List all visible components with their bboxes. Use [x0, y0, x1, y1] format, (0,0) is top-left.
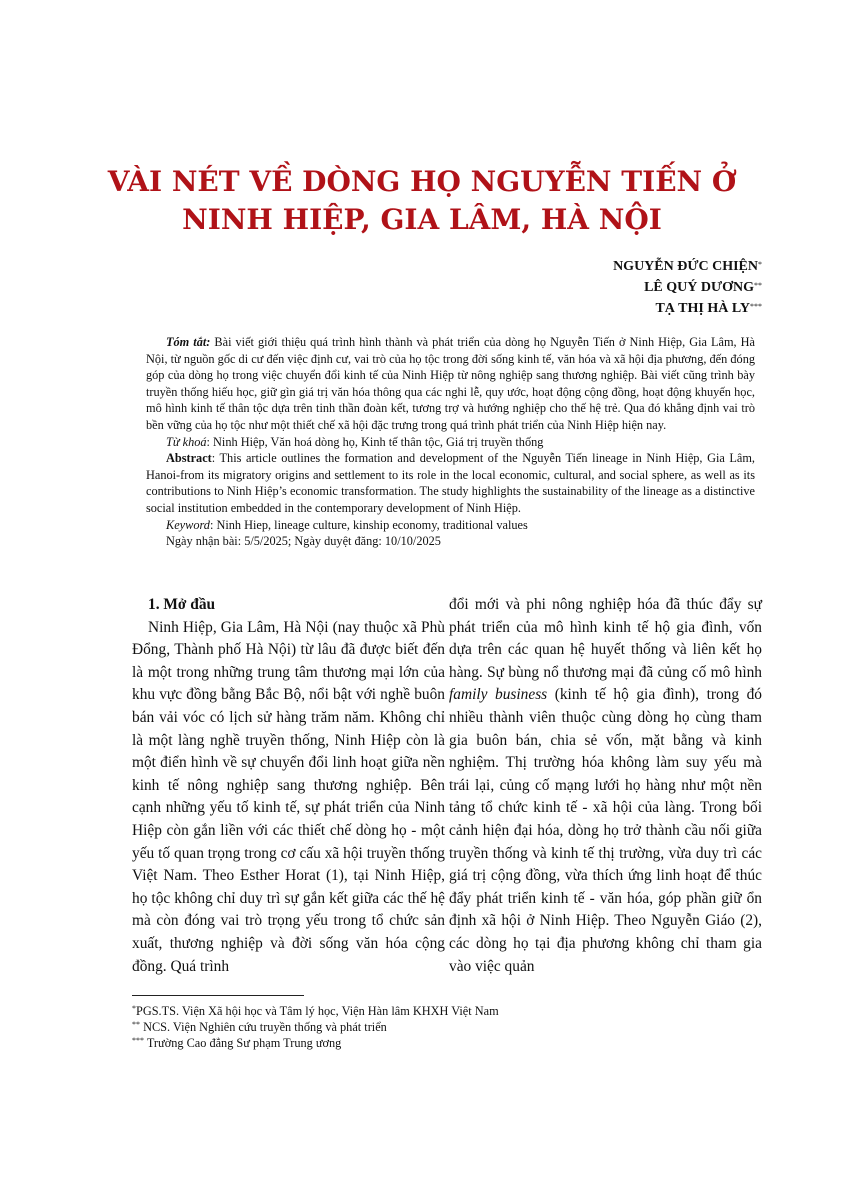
footnote-2: ** NCS. Viện Nghiên cứu truyền thống và phát triển	[132, 1020, 387, 1034]
abstract-vietnamese: Tóm tắt: Bài viết giới thiệu quá trình hình thành và phát triển của dòng họ Nguyễn Tiến ở Ninh Hiệp, Gia Lâm, Hà Nội, từ nguồn gốc di cư đến việc định cư, vai trò của họ tộc trong đời sống kinh tế, văn hóa và xã hội địa phương, đến đóng góp của dòng họ trong việc chuyển đổi kinh tế của Ninh Hiệp từ nông nghiệp sang thương nghiệp. Bài viết cũng trình bày truyền thống hiếu học, giữ gìn giá trị văn hóa thông qua các nghi lễ, quy ước, hoạt động cộng đồng, hoạt động khuyến học, mô hình kinh tế thân tộc dựa trên tinh thần đoàn kết, tương trợ và hướng nghiệp cho thế hệ trẻ. Qua đó khẳng định vai trò bền vững của họ tộc như một thiết chế xã hội đặc trưng trong quá trình phát triển của Ninh Hiệp hiện nay.	[146, 335, 755, 432]
body-column-right	[449, 594, 762, 978]
author-3: TẠ THỊ HÀ LY***	[655, 301, 762, 316]
section-heading: 1. Mở đầu	[148, 596, 216, 613]
footnote-1: *PGS.TS. Viện Xã hội học và Tâm lý học, Viện Hàn lâm KHXH Việt Nam	[132, 1004, 499, 1018]
body-paragraph-continued: đổi mới và phi nông nghiệp hóa đã thúc đẩy sự phát triển của mô hình kinh tế hộ gia đình, vốn dựa trên các quan hệ huyết thống và liên kết họ hàng. Sự bùng nổ thương mại đã củng cố mô hình family business (kinh tế hộ gia đình), trong đó nhiều thành viên thuộc cùng dòng họ cùng tham gia buôn bán, chia sẻ vốn, mặt bằng và kinh nghiệm. Thị trường hóa không làm suy yếu mà trái lại, củng cố mạng lưới họ hàng như một nền tảng tổ chức kinh tế - xã hội của làng. Trong bối cảnh hiện đại hóa, dòng họ trở thành cầu nối giữa truyền thống và kinh tế thị trường, vừa duy trì các giá trị cộng đồng, vừa thích ứng linh hoạt để thúc đẩy phát triển kinh tế - văn hóa, góp phần giữ ổn định xã hội ở Ninh Hiệp. Theo Nguyễn Giáo (2), các dòng họ tại địa phương không chỉ tham gia vào việc quản	[449, 596, 763, 975]
footnotes	[132, 1003, 499, 1051]
article-title	[60, 163, 784, 239]
keywords-vietnamese: Từ khoá: Ninh Hiệp, Văn hoá dòng họ, Kinh tế thân tộc, Giá trị truyền thống	[166, 434, 544, 449]
title-line-1: VÀI NÉT VỀ DÒNG HỌ NGUYỄN TIẾN Ở	[107, 165, 737, 198]
author-2-footnote-mark: **	[754, 281, 762, 290]
abstract-english: Abstract: This article outlines the formation and development of the Nguyễn Tiến lineage in Ninh Hiệp, Gia Lâm, Hanoi-from its migratory origins and settlement to its role in the local economic, cultural, and social sphere, as well as its contributions to Ninh Hiệp’s economic transformation. The study highlights the sustainability of the lineage as a distinctive social institution embedded in the contemporary development of Ninh Hiệp.	[146, 451, 755, 515]
footnote-3: *** Trường Cao đẳng Sư phạm Trung ương	[132, 1036, 342, 1050]
author-3-footnote-mark: ***	[750, 302, 762, 311]
body-paragraph: Ninh Hiệp, Gia Lâm, Hà Nội (nay thuộc xã Phù Đổng, Thành phố Hà Nội) từ lâu đã được biết đến là một trong những trung tâm thương mại lớn của khu vực đồng bằng Bắc Bộ, nổi bật với nghề buôn bán vải vóc có lịch sử hàng trăm năm. Không chỉ là một làng nghề truyền thống, Ninh Hiệp còn là một điển hình về sự chuyển đổi linh hoạt giữa nền kinh tế nông nghiệp sang thương nghiệp. Bên cạnh những yếu tố kinh tế, sự phát triển của Ninh Hiệp còn gắn liền với các thiết chế dòng họ - một yếu tố quan trọng trong cơ cấu xã hội truyền thống Việt Nam. Theo Esther Horat (1), tại Ninh Hiệp, họ tộc không chỉ duy trì sự gắn kết giữa các thế hệ mà còn đóng vai trò trọng yếu trong tổ chức sản xuất, thương nghiệp và đời sống văn hóa cộng đồng. Quá trình	[132, 618, 445, 975]
keywords-english: Keyword: Ninh Hiep, lineage culture, kinship economy, traditional values	[166, 517, 528, 532]
author-1: NGUYỄN ĐỨC CHIỆN*	[613, 259, 762, 274]
author-1-footnote-mark: *	[758, 260, 762, 269]
author-list	[613, 256, 762, 319]
abstract-block	[146, 334, 755, 550]
submission-dates: Ngày nhận bài: 5/5/2025; Ngày duyệt đăng: 10/10/2025	[166, 534, 441, 549]
body-column-left	[132, 594, 445, 978]
footnote-divider	[132, 995, 304, 996]
title-line-2: NINH HIỆP, GIA LÂM, HÀ NỘI	[182, 203, 662, 236]
author-2: LÊ QUÝ DƯƠNG**	[644, 280, 762, 295]
